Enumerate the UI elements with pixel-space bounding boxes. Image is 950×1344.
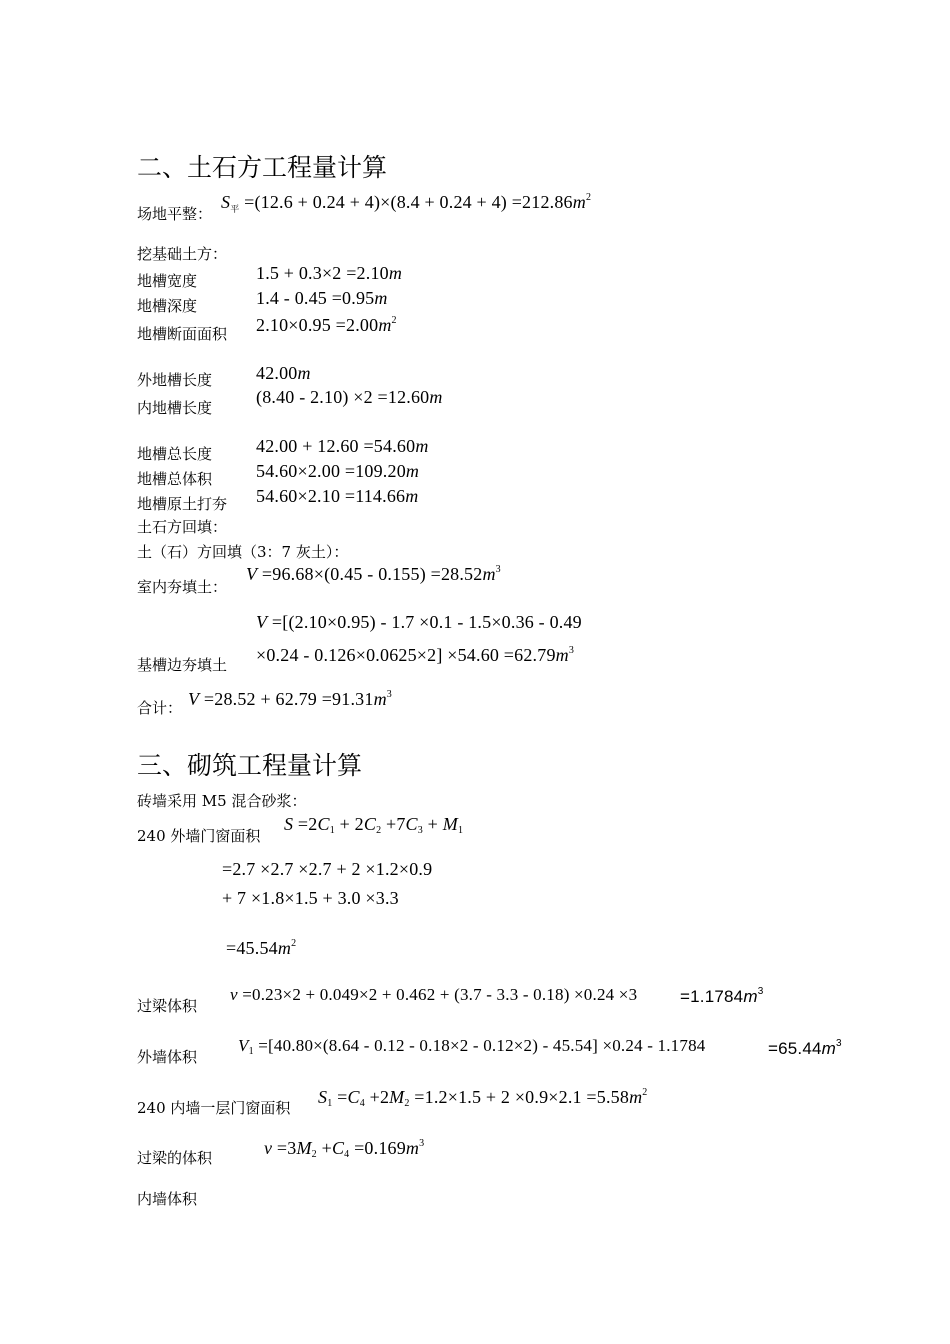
row-formula — [256, 486, 418, 507]
unit-exp: 3 — [836, 1038, 842, 1049]
volume-symbol: V — [246, 564, 258, 584]
backfill-sub-label: 土（石）方回填（3：7 灰土）： — [137, 543, 349, 561]
int-lintel-formula — [264, 1138, 424, 1159]
c-symbol: C — [405, 814, 418, 834]
sub: 1 — [327, 1098, 333, 1109]
unit-m: m — [555, 645, 569, 665]
row-formula — [256, 436, 429, 457]
row-label: 地槽断面面积 — [137, 325, 228, 343]
m-symbol: M — [442, 814, 458, 834]
formula-text: (8.40 - 2.10) ×2 =12.60 — [256, 387, 430, 407]
row-formula — [256, 315, 397, 336]
lintel-formula — [230, 985, 637, 1005]
unit-m: m — [405, 461, 420, 481]
unit-exp: 3 — [757, 986, 764, 997]
total-formula — [188, 689, 392, 710]
unit-m: m — [378, 315, 392, 335]
row-label: 地槽原土打夯 — [137, 495, 228, 513]
formula-text: =65.44 — [768, 1039, 822, 1058]
volume-symbol: V — [238, 1036, 249, 1055]
coef: 7 — [396, 814, 406, 834]
unit-exp: 3 — [568, 645, 575, 656]
sub: 1 — [248, 1046, 254, 1057]
eq-sign: = — [276, 1138, 288, 1158]
indoor-fill-formula — [246, 564, 501, 585]
area-symbol: S — [284, 814, 294, 834]
ext-opening-line1 — [222, 859, 432, 880]
sub: 4 — [359, 1098, 365, 1109]
int-lintel-label: 过梁的体积 — [137, 1149, 213, 1167]
unit-m: m — [405, 486, 419, 506]
formula-text: =0.169 — [354, 1138, 406, 1158]
plus-sign: + — [339, 814, 350, 834]
trench-fill-formula-line1 — [256, 612, 582, 633]
sub: 2 — [404, 1098, 410, 1109]
formula-text: =2.7 ×2.7 ×2.7 + 2 ×1.2×0.9 — [222, 859, 433, 879]
row-label: 地槽深度 — [137, 297, 198, 315]
volume-symbol: v — [230, 985, 238, 1004]
eq-sign: = — [337, 1087, 348, 1107]
unit-exp: 2 — [642, 1087, 648, 1098]
row-formula — [256, 363, 311, 384]
excavation-label: 挖基础土方： — [137, 245, 228, 263]
int-wall-label: 内墙体积 — [137, 1190, 198, 1208]
formula-text: =45.54 — [226, 938, 278, 958]
volume-symbol: V — [188, 689, 200, 709]
unit-m: m — [277, 938, 292, 958]
formula-text: 42.00 + 12.60 =54.60 — [256, 436, 416, 456]
m-symbol: M — [296, 1138, 312, 1158]
unit-m: m — [373, 689, 387, 709]
sub: 4 — [344, 1149, 350, 1160]
row-formula — [256, 288, 388, 309]
coef: 2 — [354, 814, 364, 834]
unit-m: m — [629, 1087, 643, 1107]
ext-opening-formula — [284, 814, 463, 835]
coef: 2 — [379, 1087, 390, 1107]
formula-text: + 7 ×1.8×1.5 + 3.0 ×3.3 — [222, 888, 399, 908]
total-label: 合计： — [137, 699, 183, 717]
unit-exp: 2 — [391, 315, 397, 326]
row-label: 外地槽长度 — [137, 371, 213, 389]
unit-m: m — [429, 387, 443, 407]
formula-text: 54.60×2.00 =109.20 — [256, 461, 406, 481]
row-label: 地槽总长度 — [137, 445, 213, 463]
coef: 3 — [287, 1138, 297, 1158]
sub: 1 — [457, 825, 464, 836]
subscript-ping: 平 — [230, 204, 240, 214]
row-label: 内地槽长度 — [137, 399, 213, 417]
unit-exp: 2 — [585, 192, 592, 203]
formula-text: =[(2.10×0.95) - 1.7 ×0.1 - 1.5×0.36 - 0.49 — [271, 612, 582, 632]
plus-sign: + — [321, 1138, 332, 1158]
area-symbol: S — [221, 192, 231, 212]
trench-fill-formula-line2 — [256, 645, 574, 666]
ext-opening-label: 240 外墙门窗面积 — [137, 827, 261, 845]
c-symbol: C — [363, 814, 377, 834]
unit-m: m — [405, 1138, 420, 1158]
m-symbol: M — [389, 1087, 405, 1107]
backfill-label: 土石方回填： — [137, 518, 228, 536]
formula-text: =96.68×(0.45 - 0.155) =28.52 — [261, 564, 483, 584]
unit-m: m — [482, 564, 496, 584]
unit-exp: 2 — [291, 938, 297, 949]
indoor-fill-label: 室内夯填土： — [137, 578, 228, 596]
plus-sign: + — [427, 814, 439, 834]
ext-wall-formula — [238, 1036, 706, 1056]
formula-text: =[40.80×(8.64 - 0.12 - 0.18×2 - 0.12×2) - 45.54] ×0.24 - 1.1784 — [258, 1036, 706, 1055]
c-symbol: C — [331, 1138, 345, 1158]
sub: 2 — [311, 1149, 317, 1160]
formula-text: 42.00 — [256, 363, 298, 383]
row-formula — [256, 461, 419, 482]
ext-wall-result — [768, 1039, 842, 1059]
ext-opening-result — [226, 938, 296, 959]
trench-fill-label: 基槽边夯填土 — [137, 656, 228, 674]
unit-m: m — [388, 263, 403, 283]
formula-text: =1.2×1.5 + 2 ×0.9×2.1 =5.58 — [414, 1087, 630, 1107]
coef: 2 — [308, 814, 318, 834]
unit-exp: 3 — [386, 689, 392, 700]
ext-wall-label: 外墙体积 — [137, 1048, 198, 1066]
c-symbol: C — [317, 814, 330, 834]
int-opening-label: 240 内墙一层门窗面积 — [137, 1099, 291, 1117]
volume-symbol: V — [256, 612, 268, 632]
sub: 3 — [417, 825, 423, 836]
formula-text: 1.5 + 0.3×2 =2.10 — [256, 263, 389, 283]
section-2-title: 二、土石方工程量计算 — [137, 153, 388, 182]
plus-sign: + — [369, 1087, 380, 1107]
lintel-result — [680, 987, 763, 1007]
sub: 2 — [376, 825, 382, 836]
ext-opening-line2 — [222, 888, 399, 909]
lintel-label: 过梁体积 — [137, 997, 198, 1015]
section-3-title: 三、砌筑工程量计算 — [137, 751, 363, 780]
row-formula — [256, 263, 402, 284]
formula-text: 54.60×2.10 =114.66 — [256, 486, 406, 506]
formula-text: =(12.6 + 0.24 + 4)×(8.4 + 0.24 + 4) =212.86 — [244, 192, 573, 212]
formula-text: =28.52 + 62.79 =91.31 — [203, 689, 374, 709]
formula-text: ×0.24 - 0.126×0.0625×2] ×54.60 =62.79 — [256, 645, 556, 665]
formula-text: 2.10×0.95 =2.00 — [256, 315, 379, 335]
int-opening-formula — [318, 1087, 647, 1108]
row-label: 地槽总体积 — [137, 470, 213, 488]
volume-symbol: v — [264, 1138, 273, 1158]
unit-exp: 3 — [419, 1138, 425, 1149]
plus-sign: + — [385, 814, 397, 834]
site-leveling-label: 场地平整： — [137, 205, 213, 223]
c-symbol: C — [347, 1087, 360, 1107]
eq-sign: = — [297, 814, 309, 834]
unit-m: m — [297, 363, 311, 383]
unit-m: m — [415, 436, 429, 456]
row-label: 地槽宽度 — [137, 272, 198, 290]
unit-m: m — [374, 288, 388, 308]
mortar-label: 砖墙采用 M5 混合砂浆： — [137, 792, 307, 810]
sub: 1 — [329, 825, 335, 836]
formula-text: =1.1784 — [680, 987, 744, 1006]
area-symbol: S — [318, 1087, 328, 1107]
unit-m: m — [572, 192, 586, 212]
unit-m: m — [821, 1039, 837, 1058]
row-formula — [256, 387, 443, 408]
site-leveling-formula — [221, 192, 591, 215]
unit-exp: 3 — [495, 564, 501, 575]
formula-text: =0.23×2 + 0.049×2 + 0.462 + (3.7 - 3.3 - 0.18) ×0.24 ×3 — [242, 985, 638, 1004]
unit-m: m — [743, 987, 758, 1006]
formula-text: 1.4 - 0.45 =0.95 — [256, 288, 375, 308]
